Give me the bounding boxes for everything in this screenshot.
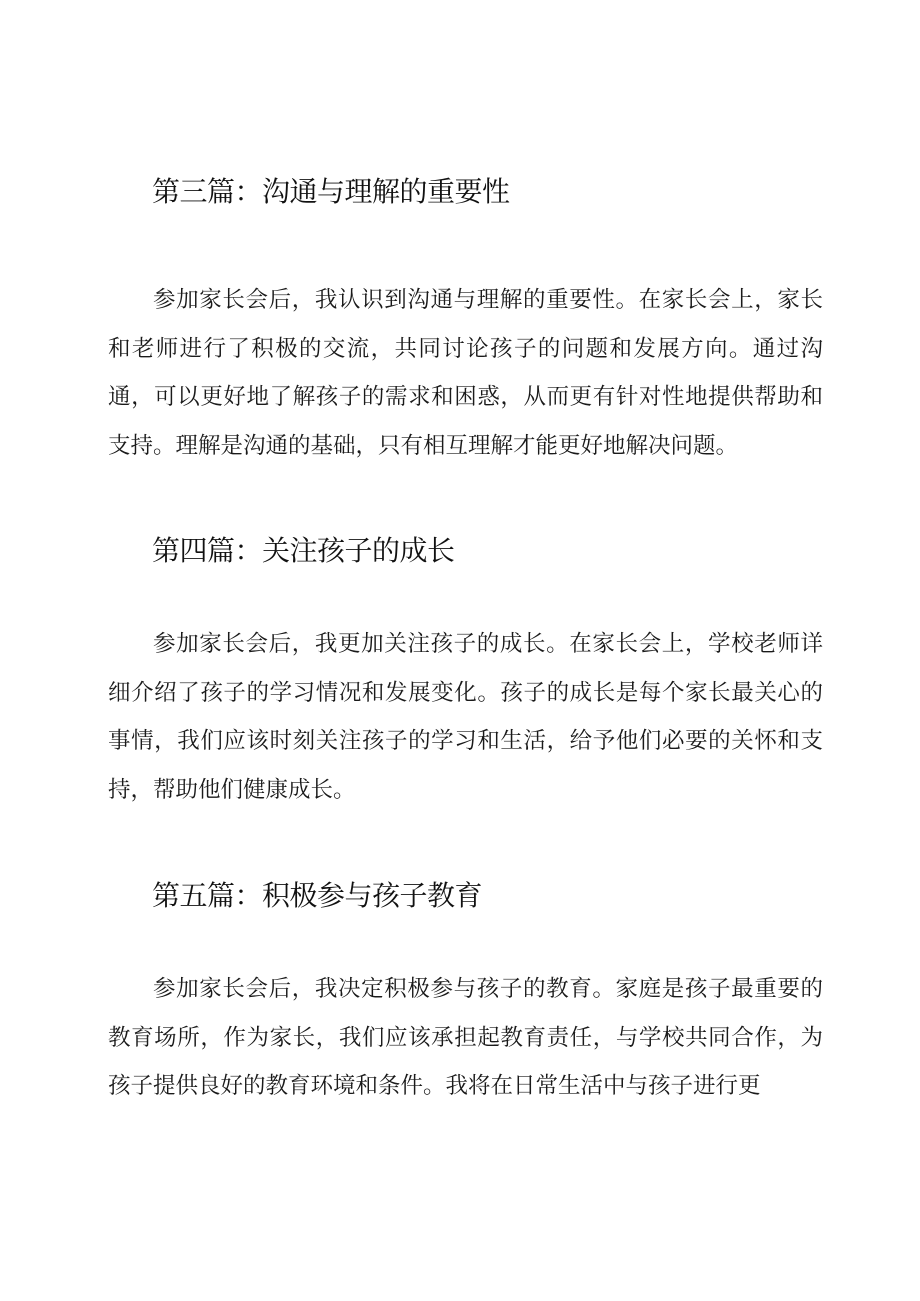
section-paragraph-5: 参加家长会后，我决定积极参与孩子的教育。家庭是孩子最重要的教育场所，作为家长，我们应该承担起教育责任，与学校共同合作，为孩子提供良好的教育环境和条件。我将在日常生活中与孩子进行更 — [108, 976, 823, 1099]
section-heading-3: 第三篇：沟通与理解的重要性 — [152, 175, 510, 208]
section-heading-4: 第四篇：关注孩子的成长 — [152, 534, 455, 567]
section-paragraph-3: 参加家长会后，我认识到沟通与理解的重要性。在家长会上，家长和老师进行了积极的交流，共同讨论孩子的问题和发展方向。通过沟通，可以更好地了解孩子的需求和困惑，从而更有针对性地提供帮助和支持。理解是沟通的基础，只有相互理解才能更好地解决问题。 — [108, 287, 823, 459]
section-paragraph-4: 参加家长会后，我更加关注孩子的成长。在家长会上，学校老师详细介绍了孩子的学习情况和发展变化。孩子的成长是每个家长最关心的事情，我们应该时刻关注孩子的学习和生活，给予他们必要的关怀和支持，帮助他们健康成长。 — [108, 631, 823, 803]
section-heading-5: 第五篇：积极参与孩子教育 — [152, 879, 483, 912]
